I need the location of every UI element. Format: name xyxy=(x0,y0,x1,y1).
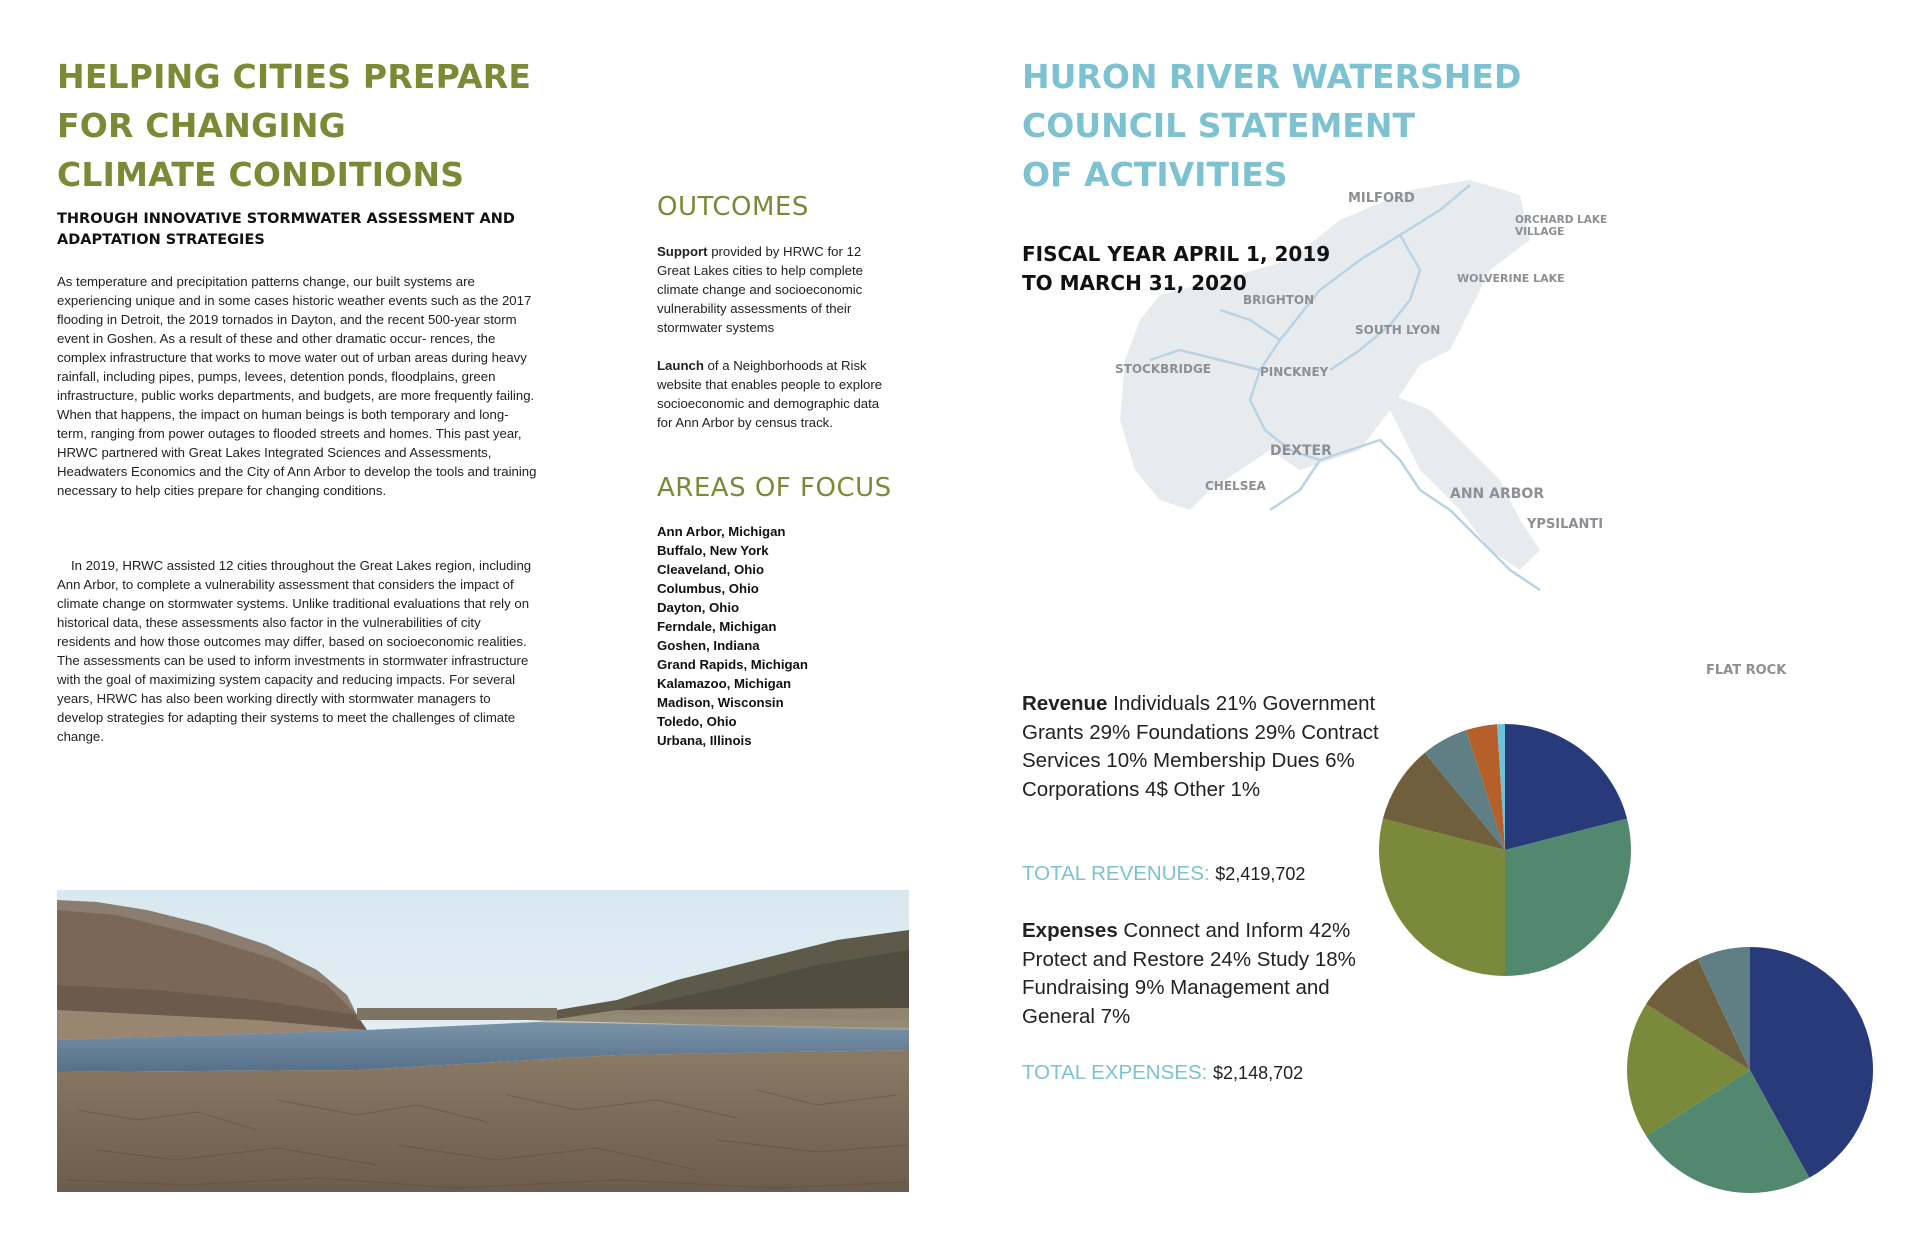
map-label-orchard-lake: ORCHARD LAKE xyxy=(1515,214,1608,226)
subtitle-line: THROUGH INNOVATIVE STORMWATER ASSESSMENT AND xyxy=(57,211,515,227)
map-label-milford: MILFORD xyxy=(1348,191,1415,206)
outcome-item-launch xyxy=(657,356,897,432)
areas-list xyxy=(657,522,897,750)
area-item: Goshen, Indiana xyxy=(657,638,760,653)
map-label-ypsilanti: YPSILANTI xyxy=(1527,517,1604,532)
map-label-ann-arbor: ANN ARBOR xyxy=(1450,486,1545,502)
area-item: Toledo, Ohio xyxy=(657,714,737,729)
map-label-south-lyon: SOUTH LYON xyxy=(1355,323,1441,337)
total-revenues xyxy=(1022,862,1305,886)
left-title-line: CLIMATE CONDITIONS xyxy=(57,155,465,194)
expenses-pie-chart xyxy=(1625,945,1875,1195)
right-page-title xyxy=(1022,52,1542,199)
total-expenses xyxy=(1022,1061,1303,1085)
map-label-flat-rock: FLAT ROCK xyxy=(1706,663,1787,678)
areas-heading: AREAS OF FOCUS xyxy=(657,473,892,503)
map-label-village: VILLAGE xyxy=(1515,226,1565,238)
fiscal-line: FISCAL YEAR APRIL 1, 2019 xyxy=(1022,242,1331,266)
area-item: Madison, Wisconsin xyxy=(657,695,784,710)
body-paragraph-1: As temperature and precipitation patterns change, our built systems are experiencing unique and in some cases historic weather events such as the 2017 flooding in Detroit, the 2019 tornados in Dayton, and the recent 500-year storm event in Goshen. As a result of these and other dramatic occur- rences, the complex infrastructure that works to move water out of urban areas during heavy rainfall, including pipes, pumps, levees, detention ponds, floodplains, green infrastructure, public works departments, and budgets, are more frequently failing. When that happens, the impact on human beings is both temporary and long-term, ranging from power outages to flooded streets and homes. This past year, HRWC partnered with Great Lakes Integrated Sciences and Assessments, Headwaters Economics and the City of Ann Arbor to develop the tools and training necessary to help cities prepare for changing conditions. xyxy=(57,274,537,498)
map-label-chelsea: CHELSEA xyxy=(1205,479,1266,493)
total-expenses-value: $2,148,702 xyxy=(1213,1063,1304,1083)
area-item: Dayton, Ohio xyxy=(657,600,740,615)
expenses-breakdown xyxy=(1022,917,1402,1031)
revenue-pie-chart xyxy=(1375,720,1635,980)
fiscal-line: TO MARCH 31, 2020 xyxy=(1022,271,1247,295)
subtitle-line: ADAPTATION STRATEGIES xyxy=(57,232,265,248)
area-item: Ann Arbor, Michigan xyxy=(657,524,786,539)
fiscal-year xyxy=(1022,240,1362,298)
outcome-item-support xyxy=(657,242,897,337)
left-title-line: FOR CHANGING xyxy=(57,106,346,145)
dry-riverbed-photo xyxy=(57,890,909,1192)
map-label-brighton: BRIGHTON xyxy=(1243,293,1315,307)
right-title-line: COUNCIL STATEMENT xyxy=(1022,106,1415,145)
left-title-line: HELPING CITIES PREPARE xyxy=(57,57,532,96)
outcome-item-bold: Support xyxy=(657,244,708,259)
map-label-dexter: DEXTER xyxy=(1270,443,1332,459)
area-item: Buffalo, New York xyxy=(657,543,769,558)
expenses-label: Expenses xyxy=(1022,919,1118,942)
left-page-title xyxy=(57,52,617,199)
total-revenues-label: TOTAL REVENUES: xyxy=(1022,862,1210,885)
outcome-item-text: of a Neighborhoods at Risk website that enables people to explore socioeconomic and demographic data for Ann Arbor by census track. xyxy=(657,358,883,430)
area-item: Urbana, Illinois xyxy=(657,733,752,748)
total-expenses-label: TOTAL EXPENSES: xyxy=(1022,1061,1208,1084)
total-revenues-value: $2,419,702 xyxy=(1215,864,1306,884)
revenue-breakdown xyxy=(1022,690,1382,804)
outcomes-heading: OUTCOMES xyxy=(657,192,809,222)
area-item: Cleaveland, Ohio xyxy=(657,562,764,577)
area-item: Columbus, Ohio xyxy=(657,581,759,596)
area-item: Kalamazoo, Michigan xyxy=(657,676,792,691)
map-label-pinckney: PINCKNEY xyxy=(1260,365,1329,379)
left-page-subtitle xyxy=(57,209,527,251)
expenses-text: Connect and Inform 42% Protect and Restore 24% Study 18% Fundraising 9% Management and General 7% xyxy=(1022,919,1356,1028)
map-label-stockbridge: STOCKBRIDGE xyxy=(1115,362,1211,376)
revenue-label: Revenue xyxy=(1022,692,1108,715)
right-title-line: HURON RIVER WATERSHED xyxy=(1022,57,1522,96)
body-paragraph-2: In 2019, HRWC assisted 12 cities throughout the Great Lakes region, including Ann Arbor, to complete a vulnerability assessment that considers the impact of climate change on stormwater systems. Unlike traditional evaluations that rely on historical data, these assessments also factor in the vulnerabilities of city residents and how those outcomes may differ, based on socioeconomic realities. The assessments can be used to inform investments in stormwater infrastructure with the goal of maximizing system capacity and reducing impacts. For several years, HRWC has also been working directly with stormwater managers to develop strategies for adapting their systems to meet the challenges of climate change. xyxy=(57,558,532,744)
area-item: Grand Rapids, Michigan xyxy=(657,657,808,672)
outcome-item-text: provided by HRWC for 12 Great Lakes cities to help complete climate change and socioeconomic vulnerability assessments of their stormwater systems xyxy=(657,244,863,335)
right-title-line: OF ACTIVITIES xyxy=(1022,155,1288,194)
map-label-wolverine-lake: WOLVERINE LAKE xyxy=(1457,272,1565,285)
area-item: Ferndale, Michigan xyxy=(657,619,777,634)
revenue-text: Individuals 21% Government Grants 29% Foundations 29% Contract Services 10% Membership Dues 6% Corporations 4$ Other 1% xyxy=(1022,692,1379,801)
outcome-item-bold: Launch xyxy=(657,358,704,373)
